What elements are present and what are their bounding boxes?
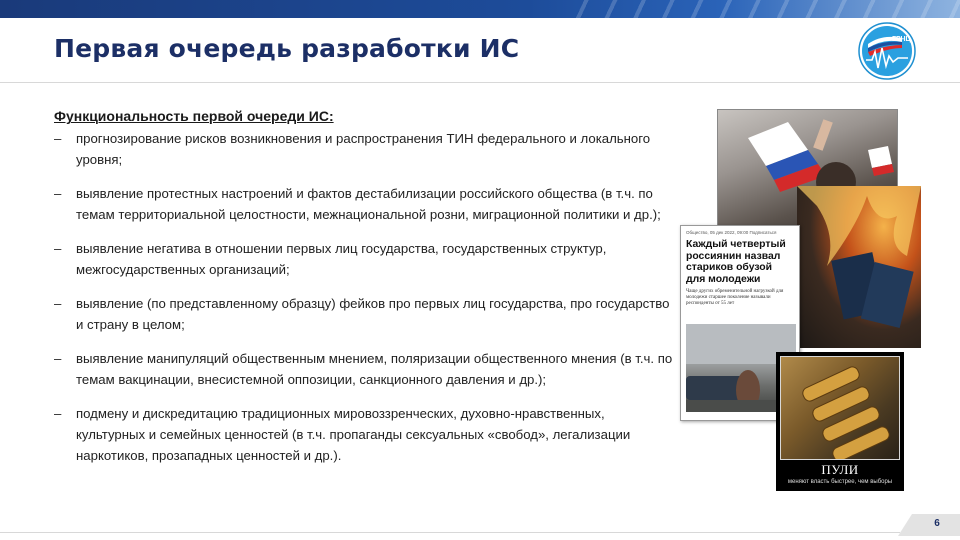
news-headline: Каждый четвертый россиянин назвал стариков обузой для молодежи: [686, 239, 786, 285]
list-item: – выявление (по представленному образцу) фейков про первых лиц государства, про государство и страну в целом;: [54, 293, 674, 335]
poster: [776, 352, 904, 491]
poster-image: [780, 356, 900, 460]
slide-title: Первая очередь разработки ИС: [54, 34, 520, 63]
list-item: – выявление негатива в отношении первых лиц государства, государственных структур, межгосударственных организаций;: [54, 238, 674, 280]
list-item: – выявление манипуляций общественным мнением, поляризации общественного мнения (в т.ч. по темам вакцинации, внесистемной оппозиции, санкционного давления и др.);: [54, 348, 674, 390]
list-item: – подмену и дискредитацию традиционных мировоззренческих, духовно-нравственных, культурных и семейных ценностей (в т.ч. пропаганды сексуальных «свобод», легализации наркотиков, прозападных ценностей и др.).: [54, 403, 674, 466]
poster-subtitle: меняют власть быстрее, чем выборы: [787, 479, 893, 485]
burning-books-photo: [797, 186, 921, 348]
logo-text: ГРЧЦ: [892, 36, 911, 43]
poster-title: ПУЛИ: [821, 462, 859, 477]
grchc-logo-icon: [858, 22, 916, 80]
banner-stripes: [560, 0, 960, 18]
main-content: [54, 108, 674, 479]
poster-art: [781, 357, 899, 459]
footer-divider: [0, 532, 900, 533]
burning-books-art: [797, 186, 921, 348]
list-item: – выявление протестных настроений и фактов дестабилизации российского общества (в т.ч. по темам территориальной целостности, межнациональной розни, миграционной политики и др.);: [54, 183, 674, 225]
news-meta: Общество, 05 дек 2022, 09:00 Подписаться: [686, 230, 777, 235]
functionality-heading: Функциональность первой очереди ИС:: [54, 108, 334, 124]
news-lede: Чаще других обременительной нагрузкой для молодежи старшее поколение называли респонденты от 55 лет: [686, 289, 784, 306]
functionality-list: [54, 128, 674, 466]
title-divider: [0, 82, 960, 83]
top-banner: [0, 0, 960, 18]
page-number: 6: [934, 518, 940, 529]
list-item: – прогнозирование рисков возникновения и распространения ТИН федерального и локального уровня;: [54, 128, 674, 170]
